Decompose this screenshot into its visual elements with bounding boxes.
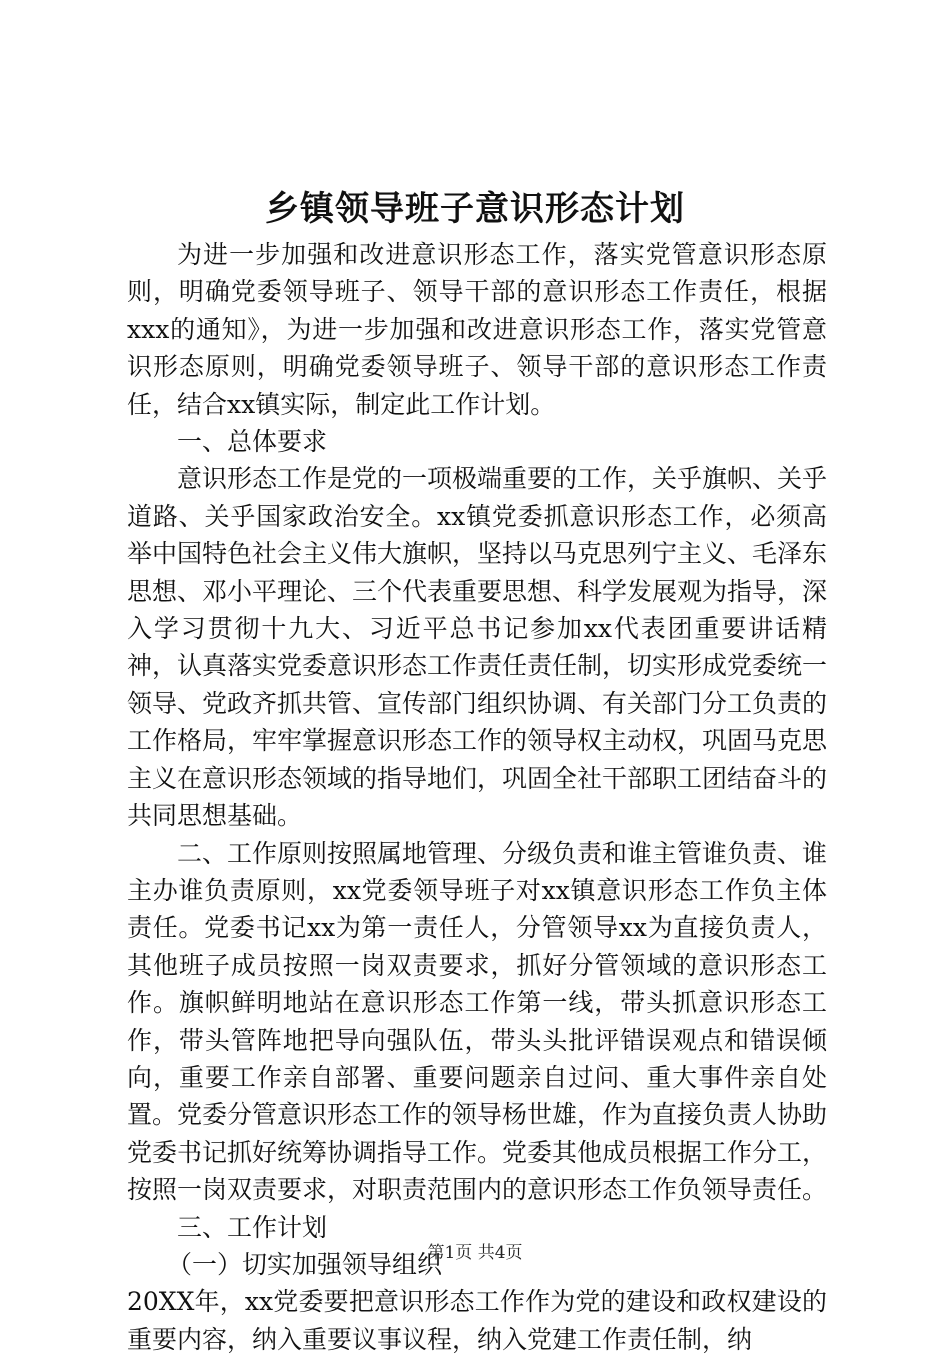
paragraph-work-principles: 二、工作原则按照属地管理、分级负责和谁主管谁负责、谁主办谁负责原则，xx党委领导班子对xx镇意识形态工作负主体责任。党委书记xx为第一责任人，分管领导xx为直接负责人，其他班子成员按照一岗双责要求，抓好分管领域的意识形态工作。旗帜鲜明地站在意识形态工作第一线，带头抓意识形态工作，带头管阵地把导向强队伍，带头头批评错误观点和错误倾向，重要工作亲自部署、重要问题亲自过问、重大事件亲自处置。党委分管意识形态工作的领导杨世雄，作为直接负责人协助党委书记抓好统筹协调指导工作。党委其他成员根据工作分工，按照一岗双责要求，对职责范围内的意识形态工作负领导责任。 — [127, 838, 828, 1205]
paragraph-general-requirements: 意识形态工作是党的一项极端重要的工作，关乎旗帜、关乎道路、关乎国家政治安全。xx镇党委抓意识形态工作，必须高举中国特色社会主义伟大旗帜，坚持以马克思列宁主义、毛泽东思想、邓小平理论、三个代表重要思想、科学发展观为指导，深入学习贯彻十九大、习近平总书记参加xx代表团重要讲话精神，认真落实党委意识形态工作责任责任制，切实形成党委统一领导、党政齐抓共管、宣传部门组织协调、有关部门分工负责的工作格局，牢牢掌握意识形态工作的领导权主动权，巩固马克思主义在意识形态领域的指导地们，巩固全社干部职工团结奋斗的共同思想基础。 — [127, 464, 828, 831]
document-title: 乡镇领导班子意识形态计划 — [265, 189, 685, 229]
subheading-leadership-organization: （一）切实加强领导组织 — [167, 1249, 443, 1279]
page-number-footer: 第1页 共4页 — [427, 1243, 523, 1263]
paragraph-intro: 为进一步加强和改进意识形态工作，落实党管意识形态原则，明确党委领导班子、领导干部的意识形态工作责任，根据xxx的通知》，为进一步加强和改进意识形态工作，落实党管意识形态原则，明确党委领导班子、领导干部的意识形态工作责任，结合xx镇实际，制定此工作计划。 — [127, 240, 827, 419]
document-body — [127, 236, 827, 1358]
paragraph-leadership-organization: 20XX年，xx党委要把意识形态工作作为党的建设和政权建设的重要内容，纳入重要议事议程，纳入党建工作责任制，纳 — [127, 1287, 827, 1354]
heading-general-requirements: 一、总体要求 — [177, 427, 328, 457]
heading-work-plan: 三、工作计划 — [177, 1212, 328, 1242]
